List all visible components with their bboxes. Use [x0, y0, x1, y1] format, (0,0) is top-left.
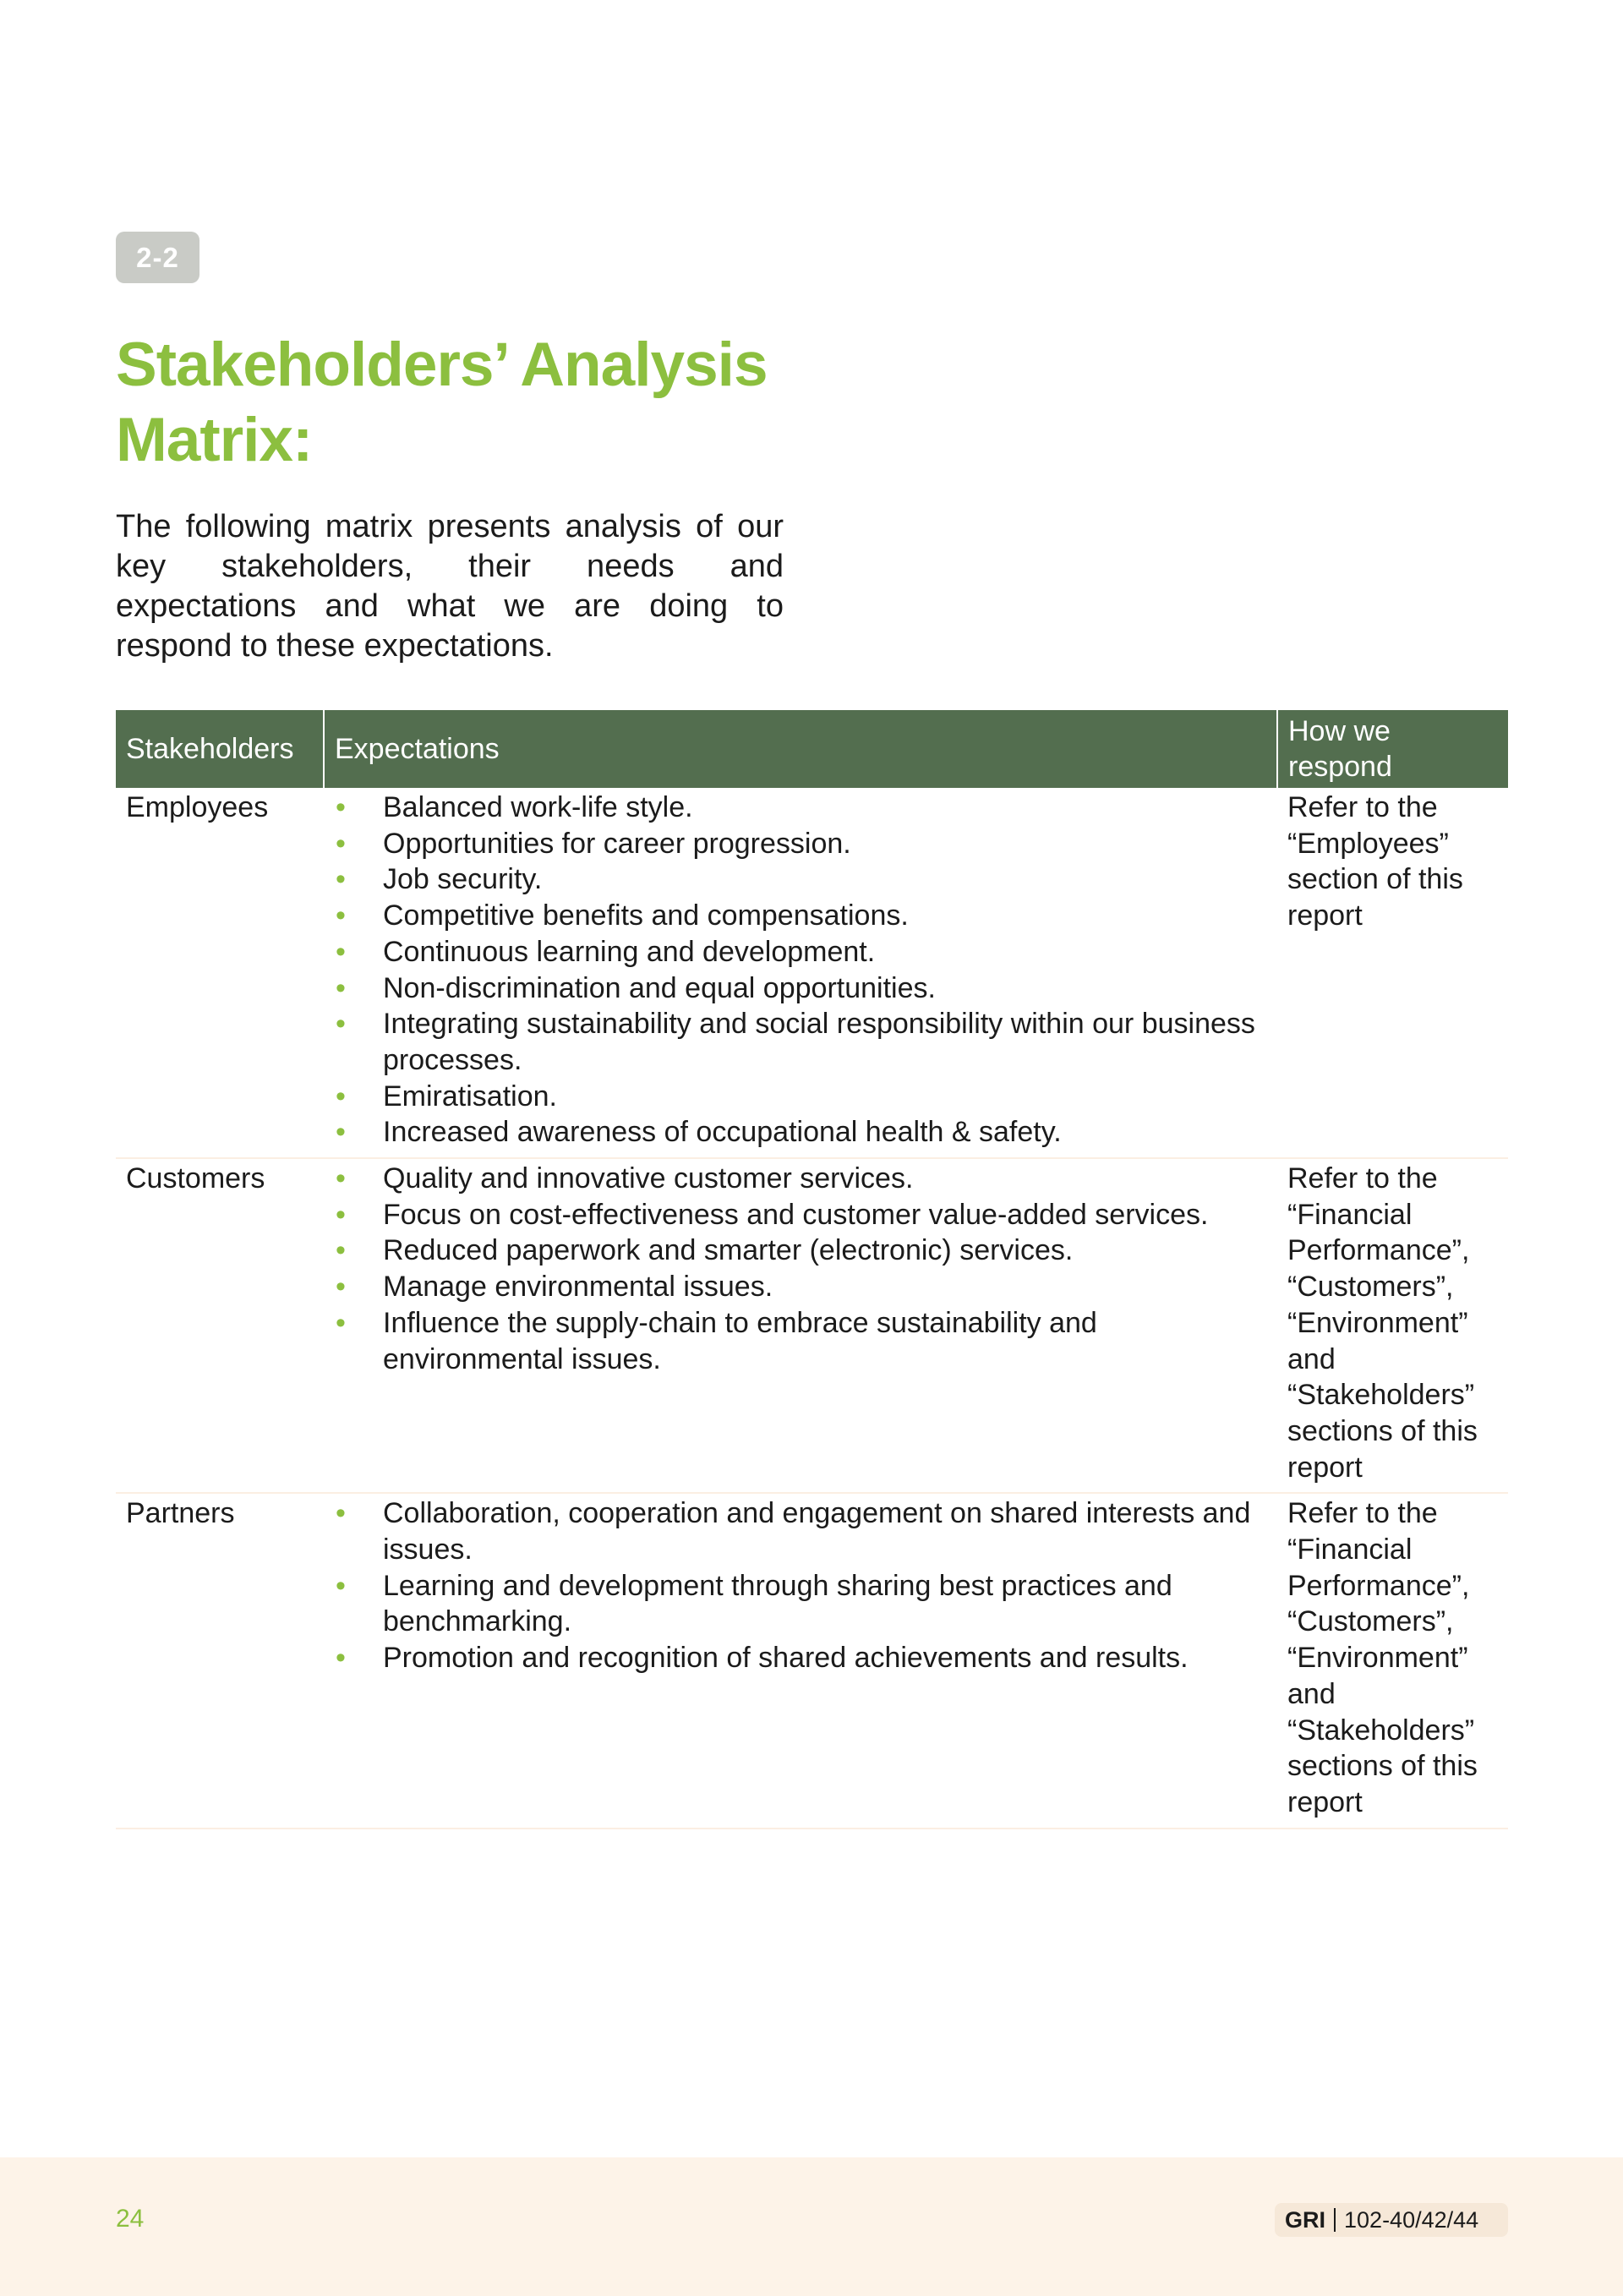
bullet-icon: •: [336, 791, 346, 823]
list-item: • Opportunities for career progression.: [334, 826, 1267, 862]
page-title: [116, 327, 809, 478]
title-line-2: Matrix:: [116, 406, 313, 474]
page-number: 24: [116, 2205, 145, 2233]
header-how-we-respond: How we respond: [1277, 710, 1508, 788]
title-line-1: Stakeholders’ Analysis: [116, 331, 768, 399]
stakeholder-cell: Customers: [116, 1158, 324, 1493]
section-badge: 2-2: [116, 232, 199, 283]
bullet-icon: •: [336, 1569, 346, 1602]
table-row-customers: [116, 1158, 1508, 1493]
header-expectations: Expectations: [324, 710, 1277, 788]
list-item: • Continuous learning and development.: [334, 934, 1267, 970]
stakeholders-matrix-table: [116, 710, 1508, 1829]
stakeholder-cell: Employees: [116, 788, 324, 1158]
bullet-icon: •: [336, 1306, 346, 1339]
expectations-cell: [324, 788, 1277, 1158]
expectations-cell: [324, 1493, 1277, 1828]
expectations-list: [334, 790, 1267, 1151]
expectations-list: [334, 1495, 1267, 1676]
list-item: • Non-discrimination and equal opportunities.: [334, 970, 1267, 1007]
table-row-partners: [116, 1493, 1508, 1828]
header-stakeholders: Stakeholders: [116, 710, 324, 788]
bullet-icon: •: [336, 1642, 346, 1675]
list-item: • Quality and innovative customer services.: [334, 1161, 1267, 1197]
respond-cell: Refer to the “Financial Performance”, “Customers”, “Environment” and “Stakeholders” sections of this report: [1277, 1158, 1508, 1493]
list-item: • Learning and development through sharing best practices and benchmarking.: [336, 1569, 1172, 1638]
bullet-icon: •: [336, 1116, 346, 1149]
stakeholder-cell: Partners: [116, 1493, 324, 1828]
bullet-icon: •: [336, 1271, 346, 1304]
list-item: • Balanced work-life style.: [334, 790, 1267, 826]
expectations-cell: [324, 1158, 1277, 1493]
bullet-icon: •: [336, 863, 346, 896]
list-item: • Promotion and recognition of shared achievements and results.: [334, 1640, 1267, 1676]
list-item: • Competitive benefits and compensations.: [334, 898, 1267, 934]
bullet-icon: •: [336, 827, 346, 860]
bullet-icon: •: [336, 1497, 346, 1530]
bullet-icon: •: [336, 971, 346, 1004]
bullet-icon: •: [336, 935, 346, 968]
list-item: • Collaboration, cooperation and engagement on shared interests and issues.: [336, 1497, 1251, 1566]
list-item: • Influence the supply-chain to embrace sustainability and environmental issues.: [336, 1306, 1097, 1375]
respond-cell: Refer to the “Financial Performance”, “Customers”, “Environment” and “Stakeholders” sections of this report: [1277, 1493, 1508, 1828]
list-item: • Job security.: [334, 861, 1267, 898]
gri-codes: 102-40/42/44: [1344, 2206, 1479, 2233]
respond-cell: Refer to the “Employees” section of this report: [1277, 788, 1508, 1158]
bullet-icon: •: [336, 1234, 346, 1267]
list-item: • Reduced paperwork and smarter (electronic) services.: [334, 1233, 1267, 1269]
bullet-icon: •: [336, 899, 346, 932]
bullet-icon: •: [336, 1080, 346, 1112]
gri-reference-tag: [1275, 2203, 1508, 2237]
divider: [1334, 2208, 1336, 2232]
bullet-icon: •: [336, 1162, 346, 1195]
list-item: • Integrating sustainability and social responsibility within our business processes.: [336, 1008, 1255, 1076]
gri-label: GRI: [1285, 2206, 1326, 2233]
intro-paragraph: The following matrix presents analysis of our key stakeholders, their needs and expectations and what we are doing to respond to these expectations.: [116, 509, 784, 664]
list-item: • Focus on cost-effectiveness and customer value-added services.: [334, 1197, 1267, 1233]
list-item: • Increased awareness of occupational health & safety.: [334, 1114, 1267, 1151]
table-header-row: [116, 710, 1508, 788]
bullet-icon: •: [336, 1008, 346, 1041]
list-item: • Emiratisation.: [334, 1079, 1267, 1115]
bullet-icon: •: [336, 1198, 346, 1231]
expectations-list: [334, 1161, 1267, 1377]
list-item: • Manage environmental issues.: [334, 1269, 1267, 1305]
table-row-employees: [116, 788, 1508, 1158]
